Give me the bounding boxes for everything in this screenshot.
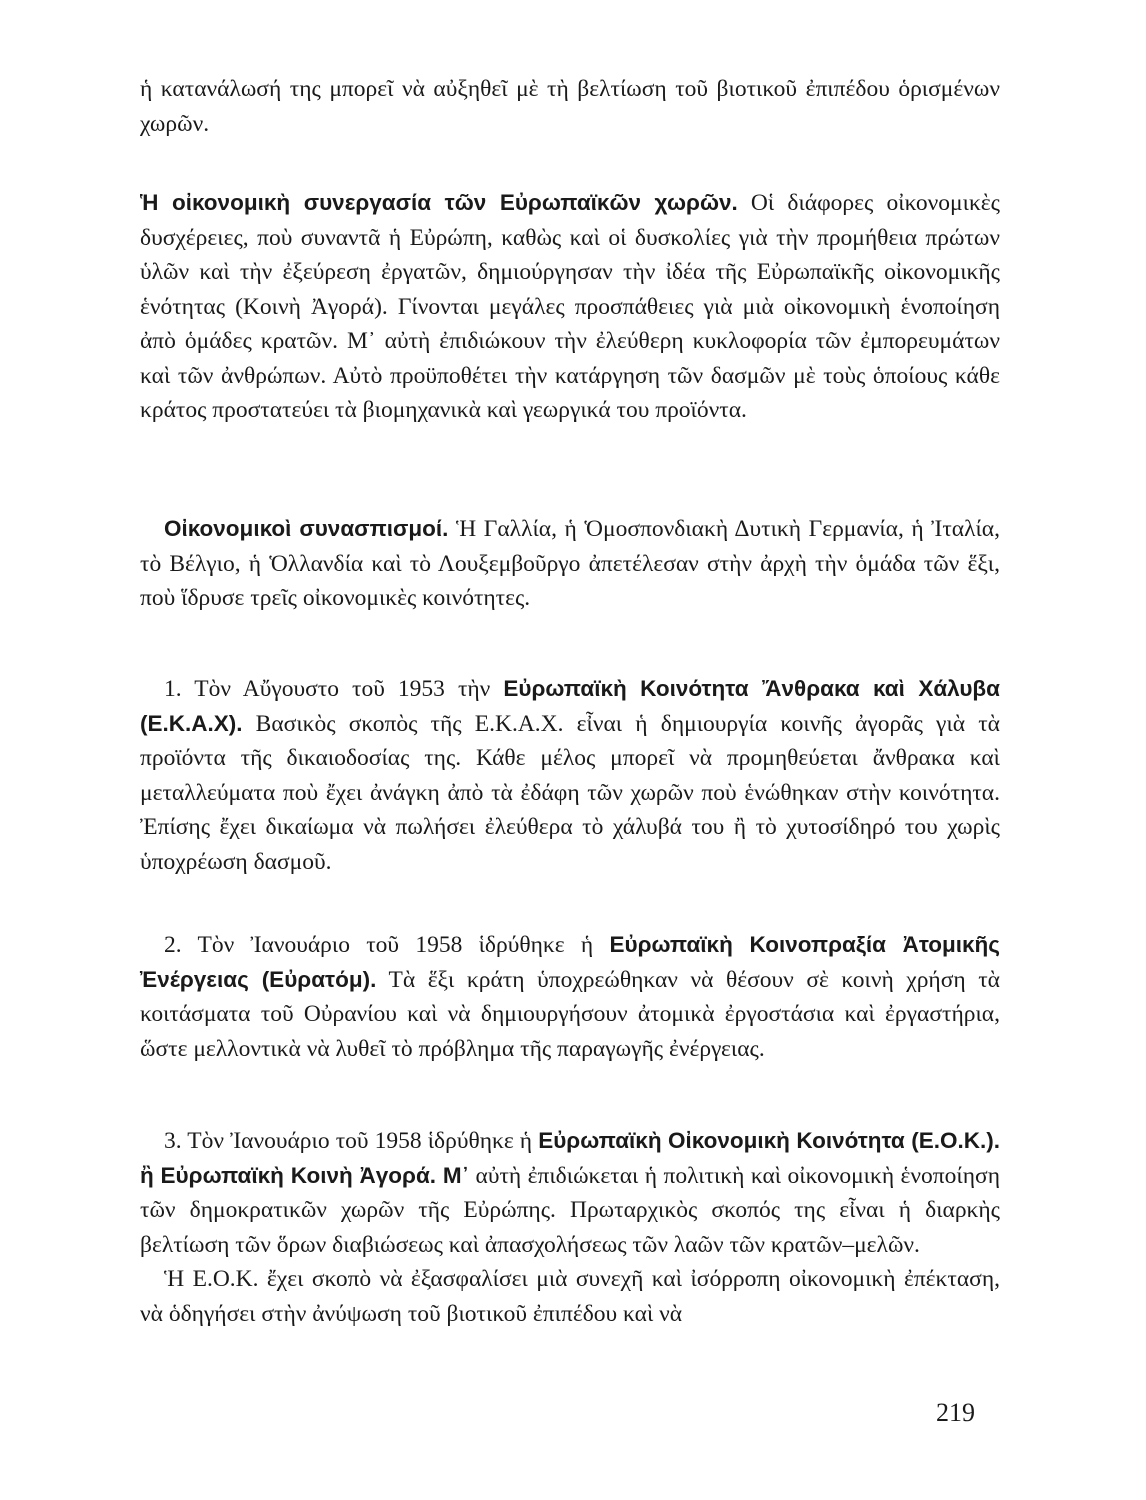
intro-text: ἡ κατανάλωσή της μπορεῖ νὰ αὐξηθεῖ μὲ τὴ βελτίωση τοῦ βιοτικοῦ ἐπιπέδου ὁρισμένων χωρῶν. [140,76,1000,137]
item2-title: Εὐρωπαϊκὴ Κοινοπραξία Ἀτομικῆς Ἐνέργειας (Εὐρατόμ). [140,932,1000,992]
section-heading-cooperation: Ἡ οἰκονομικὴ συνεργασία τῶν Εὐρωπαϊκῶν χωρῶν. [140,190,738,215]
item1-text: Βασικὸς σκοπὸς τῆς Ε.Κ.Α.Χ. εἶναι ἡ δημιουργία κοινῆς ἀγορᾶς γιὰ τὰ προϊόντα τῆς δικαιοδοσίας της. Κάθε μέλος μπορεῖ νὰ προμηθεύεται ἄνθρακα καὶ μεταλλεύματα ποὺ ἔχει ἀνάγκη ἀπὸ τὰ ἐδάφη τῶν χωρῶν ποὺ ἑνώθηκαν στὴν κοινότητα. Ἐπίσης ἔχει δικαίωμα νὰ πωλήσει ἐλεύθερα τὸ χάλυβά του ἢ τὸ χυτοσίδηρό του χωρὶς ὑποχρέωση δασμοῦ. [140,710,1000,875]
list-item-ecsc [140,672,1000,879]
item2-intro: 2. Τὸν Ἰανουάριο τοῦ 1958 ἱδρύθηκε ἡ [164,932,610,958]
section-heading-alliances: Οἰκονομικοὶ συνασπισμοί. [164,516,449,541]
item2-text: Τὰ ἕξι κράτη ὑποχρεώθηκαν νὰ θέσουν σὲ κοινὴ χρήση τὰ κοιτάσματα τοῦ Οὐρανίου καὶ νὰ δημιουργήσουν ἀτομικὰ ἐργοστάσια καὶ ἐργαστήρια, ὥστε μελλοντικὰ νὰ λυθεῖ τὸ πρόβλημα τῆς παραγωγῆς ἐνέργειας. [140,966,1000,1062]
list-item-eec [140,1124,1000,1331]
paragraph-intro [140,72,1000,141]
item1-intro: 1. Τὸν Αὔγουστο τοῦ 1953 τὴν [164,676,504,702]
item1-title: Εὐρωπαϊκὴ Κοινότητα Ἄνθρακα καὶ Χάλυβα (Ε.Κ.Α.Χ). [140,676,1000,736]
item3-title: Εὐρωπαϊκὴ Οἰκονομικὴ Κοινότητα (Ε.Ο.Κ.). ἢ Εὐρωπαϊκὴ Κοινὴ Ἀγορά. Μ᾿ [140,1128,1000,1188]
item3-text: αὐτὴ ἐπιδιώκεται ἡ πολιτικὴ καὶ οἰκονομικὴ ἑνοποίηση τῶν δημοκρατικῶν χωρῶν τῆς Εὐρώπης. Πρωταρχικὸς σκοπός της εἶναι ἡ διαρκὴς βελτίωση τῶν ὅρων διαβιώσεως καὶ ἀπασχολήσεως τῶν λαῶν τῶν κρατῶν–μελῶν. [140,1162,1000,1258]
paragraph-economic-cooperation [140,186,1000,428]
final-paragraph: Ἡ Ε.Ο.Κ. ἔχει σκοπὸ νὰ ἐξασφαλίσει μιὰ συνεχῆ καὶ ἰσόρροπη οἰκονομικὴ ἐπέκταση, νὰ ὁδηγήσει στὴν ἀνύψωση τοῦ βιοτικοῦ ἐπιπέδου καὶ νὰ [140,1266,1000,1327]
page-number: 219 [936,1398,975,1427]
list-item-euratom [140,928,1000,1066]
item3-intro: 3. Τὸν Ἰανουάριο τοῦ 1958 ἱδρύθηκε ἡ [164,1128,539,1154]
paragraph-economic-alliances [140,512,1000,616]
section-text-alliances: Ἡ Γαλλία, ἡ Ὁμοσπονδιακὴ Δυτικὴ Γερμανία, ἡ Ἰταλία, τὸ Βέλγιο, ἡ Ὁλλανδία καὶ τὸ Λουξεμβοῦργο ἀπετέλεσαν στὴν ἀρχὴ τὴν ὁμάδα τῶν ἕξι, ποὺ ἵδρυσε τρεῖς οἰκονομικὲς κοινότητες. [140,516,1000,611]
section-text-cooperation: Οἱ διάφορες οἰκονομικὲς δυσχέρειες, ποὺ συναντᾶ ἡ Εὐρώπη, καθὼς καὶ οἱ δυσκολίες γιὰ τὴν προμήθεια πρώτων ὑλῶν καὶ τὴν ἐξεύρεση ἐργατῶν, δημιούργησαν τὴν ἰδέα τῆς Εὐρωπαϊκῆς οἰκονομικῆς ἑνότητας (Κοινὴ Ἀγορά). Γίνονται μεγάλες προσπάθειες γιὰ μιὰ οἰκονομικὴ ἑνοποίηση ἀπὸ ὁμάδες κρατῶν. Μ᾿ αὐτὴ ἐπιδιώκουν τὴν ἐλεύθερη κυκλοφορία τῶν ἐμπορευμάτων καὶ τῶν ἀνθρώπων. Αὐτὸ προϋποθέτει τὴν κατάργηση τῶν δασμῶν μὲ τοὺς ὁποίους κάθε κράτος προστατεύει τὰ βιομηχανικὰ καὶ γεωργικά του προϊόντα. [140,190,1000,423]
